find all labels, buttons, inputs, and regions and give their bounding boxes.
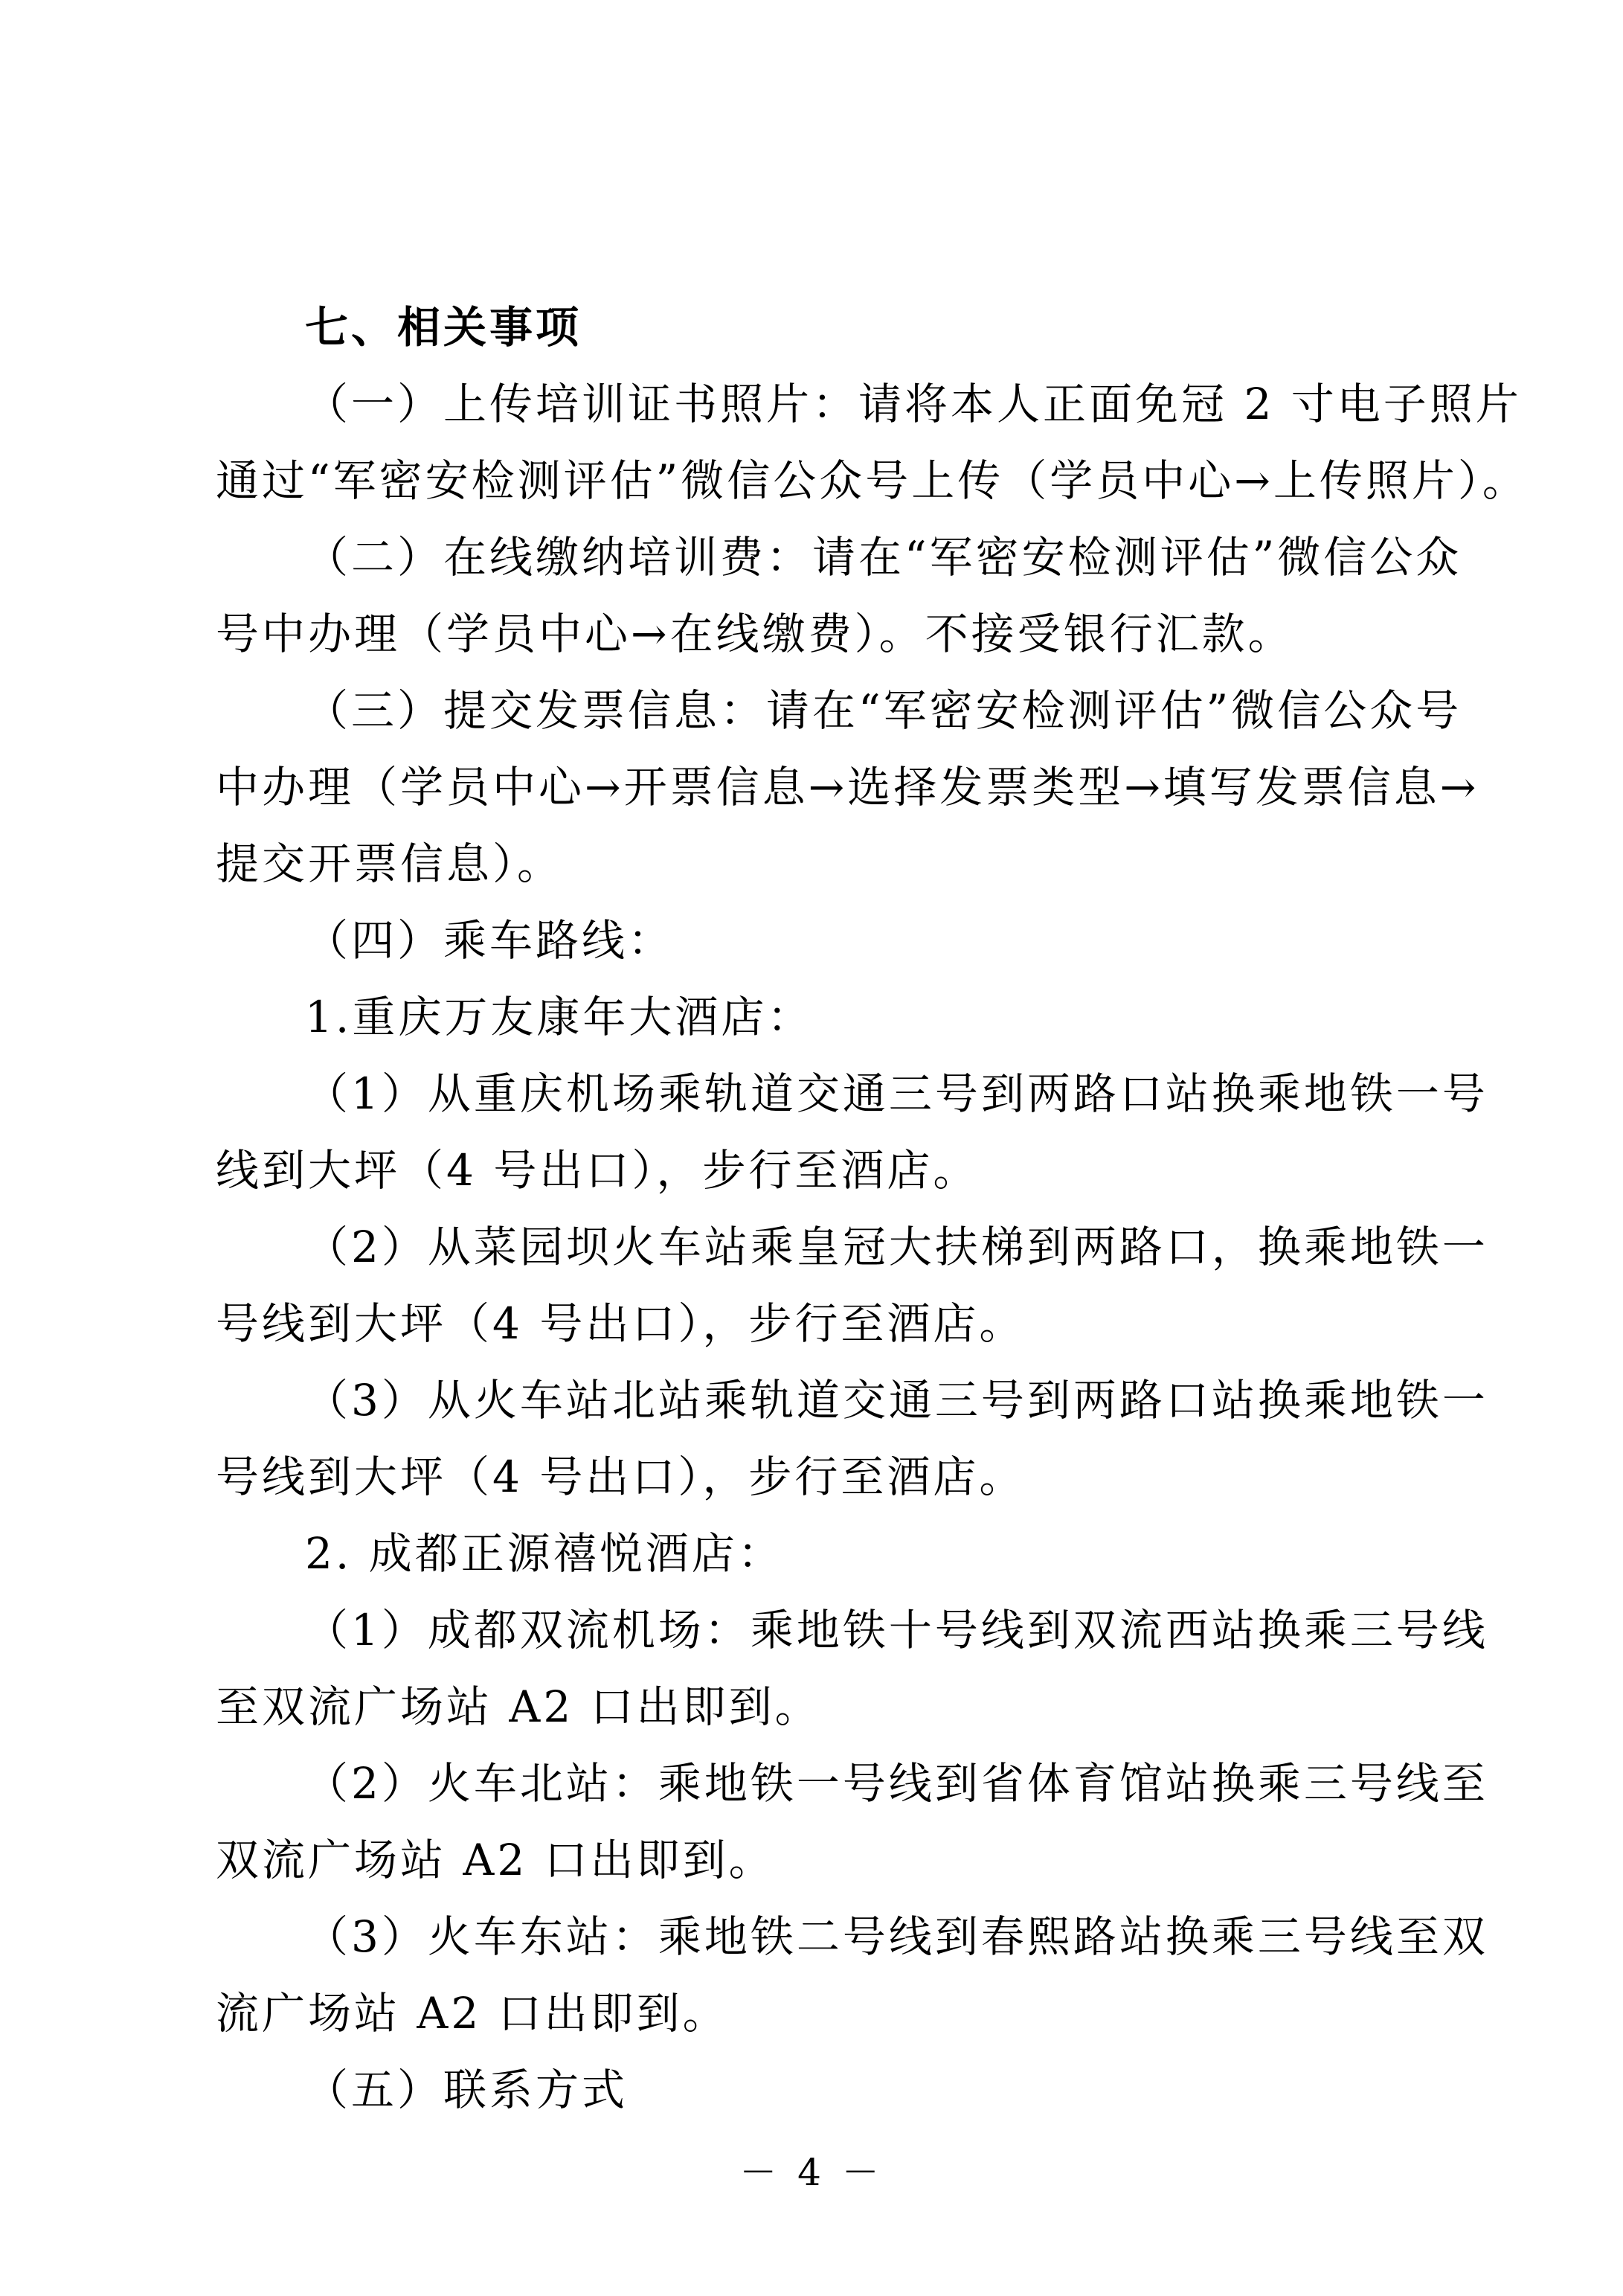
section-heading: 七、相关事项 (305, 302, 582, 353)
paragraph-line: 线到大坪（4 号出口），步行至酒店。 (216, 1145, 980, 1196)
hotel-2-title: 2. 成都正源禧悦酒店： (305, 1528, 784, 1579)
paragraph-line: （3）火车东站：乘地铁二号线到春熙路站换乘三号线至双 (305, 1911, 1488, 1962)
page-number: － 4 － (739, 2151, 884, 2194)
paragraph-line: 流广场站 A2 口出即到。 (216, 1988, 729, 2039)
paragraph-line: （二）在线缴纳培训费：请在“军密安检测评估”微信公众 (305, 532, 1462, 583)
paragraph-line: 号线到大坪（4 号出口），步行至酒店。 (216, 1452, 1026, 1502)
paragraph-line: 提交开票信息）。 (216, 838, 564, 889)
item-4-transport-routes: （四）乘车路线： (305, 915, 675, 966)
paragraph-line: 号线到大坪（4 号出口），步行至酒店。 (216, 1298, 1026, 1349)
paragraph-line: （2）从菜园坝火车站乘皇冠大扶梯到两路口，换乘地铁一 (305, 1222, 1488, 1272)
paragraph-line: 双流广场站 A2 口出即到。 (216, 1835, 775, 1885)
hotel-1-title: 1.重庆万友康年大酒店： (305, 992, 814, 1042)
paragraph-line: （三）提交发票信息：请在“军密安检测评估”微信公众号 (305, 685, 1462, 736)
paragraph-line: （1）成都双流机场：乘地铁十号线到双流西站换乘三号线 (305, 1605, 1488, 1655)
paragraph-line: 中办理（学员中心→开票信息→选择发票类型→填写发票信息→ (216, 762, 1479, 812)
paragraph-line: （2）火车北站：乘地铁一号线到省体育馆站换乘三号线至 (305, 1758, 1488, 1809)
paragraph-line: 号中办理（学员中心→在线缴费）。不接受银行汇款。 (216, 609, 1294, 659)
paragraph-line: （一）上传培训证书照片：请将本人正面免冠 2 寸电子照片 (305, 379, 1522, 429)
item-5-contact-info: （五）联系方式 (305, 2065, 629, 2115)
paragraph-line: （1）从重庆机场乘轨道交通三号到两路口站换乘地铁一号 (305, 1068, 1488, 1119)
paragraph-line: 至双流广场站 A2 口出即到。 (216, 1681, 821, 1732)
paragraph-line: （3）从火车站北站乘轨道交通三号到两路口站换乘地铁一 (305, 1375, 1488, 1426)
paragraph-line: 通过“军密安检测评估”微信公众号上传（学员中心→上传照片）。 (216, 455, 1529, 506)
